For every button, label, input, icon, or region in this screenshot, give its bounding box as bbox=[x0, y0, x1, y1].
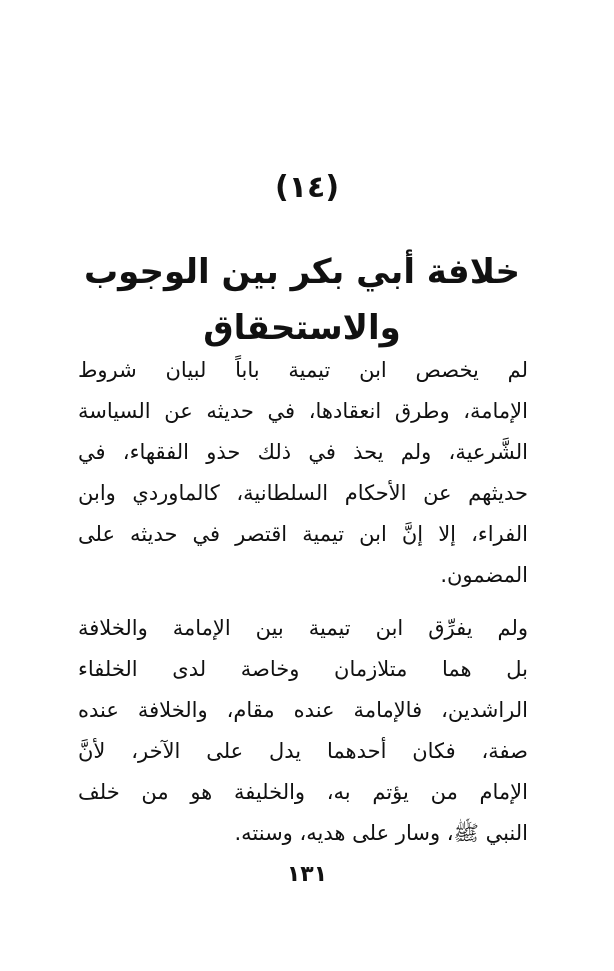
paragraph-line: النبي ﷺ، وسار على هديه، وسنته. bbox=[234, 821, 528, 845]
paragraph-line: الراشدين، فالإمامة عنده مقام، والخلافة عنده bbox=[78, 698, 528, 722]
paragraph-line: الشَّرعية، ولم يحذ في ذلك حذو الفقهاء، في bbox=[78, 440, 528, 464]
paragraph-line: صفة، فكان أحدهما يدل على الآخر، لأنَّ bbox=[78, 739, 528, 763]
paragraph-1 bbox=[78, 350, 528, 596]
page-number: ١٣١ bbox=[286, 862, 328, 887]
paragraph-line: بل هما متلازمان وخاصة لدى الخلفاء bbox=[78, 657, 528, 681]
paragraph-2 bbox=[78, 608, 528, 854]
paragraph-line: ولم يفرِّق ابن تيمية بين الإمامة والخلافة bbox=[78, 616, 528, 640]
paragraph-line: الفراء، إلا إنَّ ابن تيمية اقتصر في حديثه على bbox=[78, 522, 528, 546]
paragraph-line: لم يخصص ابن تيمية باباً لبيان شروط bbox=[78, 358, 528, 382]
chapter-number: (١٤) bbox=[274, 170, 340, 205]
paragraph-line: الإمامة، وطرق انعقادها، في حديثه عن السياسة bbox=[78, 399, 528, 423]
chapter-title: خلافة أبي بكر بين الوجوب والاستحقاق bbox=[83, 252, 521, 348]
paragraph-line: المضمون. bbox=[440, 563, 528, 587]
paragraph-line: حديثهم عن الأحكام السلطانية، كالماوردي وابن bbox=[78, 481, 528, 505]
paragraph-line: الإمام من يؤتم به، والخليفة هو من خلف bbox=[78, 780, 528, 804]
